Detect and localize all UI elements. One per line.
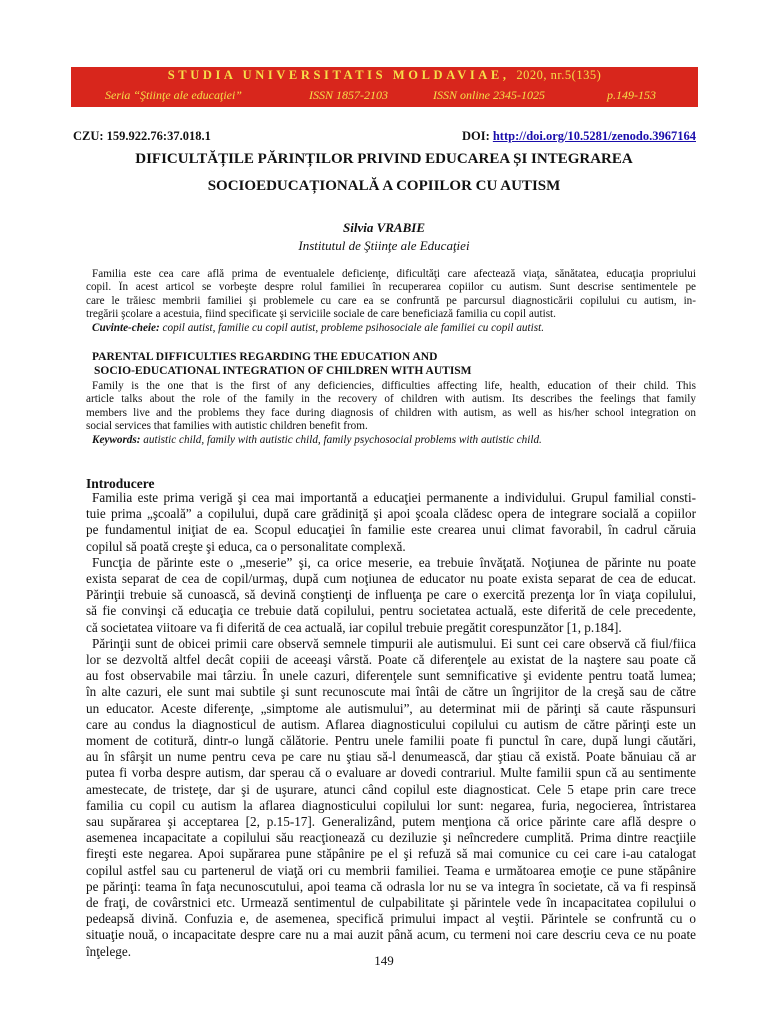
body-line: pe fundamentul iniţiat de ea. Scopul educaţiei în familie este crearea unui climat favorabil, în cadrul căruia [86, 522, 696, 538]
keywords-en-text: autistic child, family with autistic child, family psychosocial problems with autistic child. [143, 433, 542, 446]
journal-issn: ISSN 1857-2103 [309, 88, 388, 102]
body-line: care au condus la diagnosticul de autism. Aflarea diagnosticului copilului cu autism de către părinţi este un [86, 716, 696, 732]
page-number: 149 [374, 953, 394, 968]
body-line: de fraţi, de covârstnici etc. Urmează sentimentul de culpabilitate şi părintele vede în incapacitatea copilului o [86, 895, 696, 911]
body-line: moment de cotitură, dintr-o lungă călătorie. Pentru unele familii poate fi punctul în care, după lungi căutări, [86, 733, 696, 749]
keywords-ro-label: Cuvinte-cheie: [92, 321, 160, 334]
abstract-ro-line: care le trăiesc membrii familiei şi problemele cu care ea se confruntă pe parcursul diagnosticării copilului cu autism, in- [86, 294, 696, 307]
intro-body [86, 490, 696, 960]
abstract-en-keywords [86, 434, 696, 447]
abstract-ro-line: copil. În acest articol se vorbeşte despre rolul familiei în recuperarea copiilor cu autism. Sunt descrise sentimentele pe [86, 281, 696, 294]
body-line: pedeapsă divină. Confuzia e, de asemenea, specifică primului impact al veştii. Părintele se confruntă cu o [86, 911, 696, 927]
abstract-ro-line: tregării şcolare a acestuia, fiind specificate şi serviciile sociale de care beneficiază familia cu copil autist. [86, 308, 556, 321]
body-line: Părinţii sunt de obicei primii care observă semnele timpurii ale autismului. Ei sunt cei care observă că fiul/fiica [92, 635, 696, 651]
abstract-en-title-line-1: PARENTAL DIFFICULTIES REGARDING THE EDUCATION AND [92, 351, 438, 363]
abstract-en [86, 380, 696, 447]
section-heading-introducere: Introducere [86, 476, 155, 491]
journal-pages: p.149-153 [607, 88, 656, 102]
article-title-line-1: DIFICULTĂȚILE PĂRINȚILOR PRIVIND EDUCAREA ȘI INTEGRAREA [135, 151, 633, 167]
abstract-en-line: Family is the one that is the first of any deficiencies, difficulties affecting life, health, education of their child. This [92, 380, 696, 392]
body-line: lor se dezvoltă altfel decât copiii de aceeaşi vârstă. Poate că diferenţele au existat de la naştere sau poate că [86, 652, 696, 668]
abstract-en-line: social services that families with autistic children benefit from. [86, 420, 368, 433]
abstract-ro-line: Familia este cea care află prima de eventualele deficienţe, dificultăţi care afectează viaţa, sănătatea, educaţia propriului [92, 268, 696, 280]
abstract-ro [86, 268, 696, 335]
body-line: Familia este prima verigă şi cea mai importantă a educaţiei permanente a individului. Grupul familial consti- [92, 490, 696, 505]
journal-issn-online: ISSN online 2345-1025 [433, 88, 545, 102]
body-line: au în sfârşit un nume pentru ceva pe care nu ştiau să-l denumească, dar ştiau că există. Poate bănuiau că ar [86, 749, 696, 765]
body-line: copilul să poată creşte şi educa, ca o personalitate complexă. [86, 538, 406, 554]
author-name: Silvia VRABIE [343, 220, 425, 235]
keywords-en-label: Keywords: [92, 433, 141, 446]
doi-line [462, 129, 696, 144]
body-line: asemenea incapacitate a copilului său reacţionează cu deziluzie şi neîncredere cumplită. Prima dintre reacţiile [86, 830, 696, 846]
body-line: Părinţii trebuie să cunoască, să devină conştienţi de influenţa pe care o exercită prezenţa lor în viaţa copilului, [86, 587, 696, 603]
czu-code: CZU: 159.922.76:37.018.1 [73, 129, 211, 143]
body-line: situaţie nouă, o incapacitate despre care nu a mai auzit până acum, cu termeni noi care descriu ceva ce nu poate [86, 927, 696, 943]
body-line: amestecate, de tristeţe, dar şi de uşurare, atunci când copilul este diagnosticat. Cele 5 etape prin care trece [86, 781, 696, 797]
abstract-ro-keywords [86, 322, 696, 335]
keywords-ro-text: copil autist, familie cu copil autist, probleme psihosociale ale familiei cu copil autist. [162, 321, 544, 334]
doi-label: DOI: [461, 129, 490, 143]
banner-journal-line [71, 68, 698, 83]
body-line: tuie prima „şcoală” a copilului, după care grădiniţă şi apoi şcoala clădesc opera de integrare socială a copiilor [86, 506, 696, 522]
author-institution: Institutul de Ştiinţe ale Educaţiei [298, 238, 470, 253]
abstract-en-line: article talks about the role of the family in the recovery of children with autism. Its describes the feelings that family [86, 393, 696, 406]
body-line: au fost observabile mai târziu. În unele cazuri, diferenţele sunt semnificative şi evidente pentru toată lumea; [86, 668, 696, 684]
body-line: familia cu copil cu autism la aflarea diagnosticului copilului lor sunt: negarea, furia, negocierea, întristarea [86, 797, 696, 813]
body-line: pe părinţi: teama în faţa necunoscutului, apoi teama că odrasla lor nu se va integra în societate, că va fi respinsă [86, 878, 696, 894]
body-line: fireşti este negarea. Apoi supărarea pune stăpânire pe el şi refuză să mai comunice cu cei care i-au catalogat [86, 846, 696, 862]
body-line: în alte cazuri, ele sunt mai subtile şi sunt recunoscute mai întâi de către un îngrijitor de la creşă sau de către [86, 684, 696, 700]
journal-series: Seria “Ştiinţe ale educaţiei” [105, 88, 242, 102]
body-line: un educator. Aceste diferenţe, „simptome ale autismului”, au determinat mii de părinţi să caute răspunsuri [86, 700, 696, 716]
abstract-en-title [92, 351, 472, 378]
body-line: putea fi vorba despre autism, dar sperau că o evaluare ar dovedi contrariul. Multe familii spun că au sentimente [86, 765, 696, 781]
body-line: să fie convinşi că educaţia ce trebuie dată copilului, pentru societatea actuală, este diferită de cele precedente, [86, 603, 696, 619]
body-line: că societatea viitoare va fi diferită de cea actuală, iar copilul trebuie pregătit corespunzător [1, p.184]. [86, 619, 622, 635]
journal-name: STUDIA UNIVERSITATIS MOLDAVIAE, [167, 68, 510, 82]
doi-link[interactable]: http://doi.org/10.5281/zenodo.3967164 [492, 129, 696, 143]
body-line: copilul astfel sau cu partenerul de viaţă ori cu membrii familiei. Teama e următoarea emoţie ce pune stăpânire [86, 862, 696, 878]
body-line: sau supărarea şi acceptarea [2, p.15-17]. Generalizând, putem menţiona că orice părinte care află despre o [86, 814, 696, 830]
journal-issue: 2020, nr.5(135) [516, 68, 602, 82]
abstract-en-line: members live and the problems they face during diagnosis of children with autism, as well as his/her school integration on [86, 406, 696, 419]
article-title-line-2: SOCIOEDUCAȚIONALĂ A COPIILOR CU AUTISM [207, 178, 561, 194]
body-line: Funcţia de părinte este o „meserie” şi, ca orice meserie, ea trebuie învăţată. Noţiunea de părinte nu poate [92, 554, 696, 570]
abstract-en-title-line-2: SOCIO-EDUCATIONAL INTEGRATION OF CHILDREN WITH AUTISM [94, 364, 472, 377]
body-line: exista separat de cea de copil/urmaş, după cum noţiunea de educator nu poate exista separat de cea de educat. [86, 571, 696, 587]
journal-banner [71, 67, 698, 107]
body-line: înţelege. [86, 943, 132, 959]
